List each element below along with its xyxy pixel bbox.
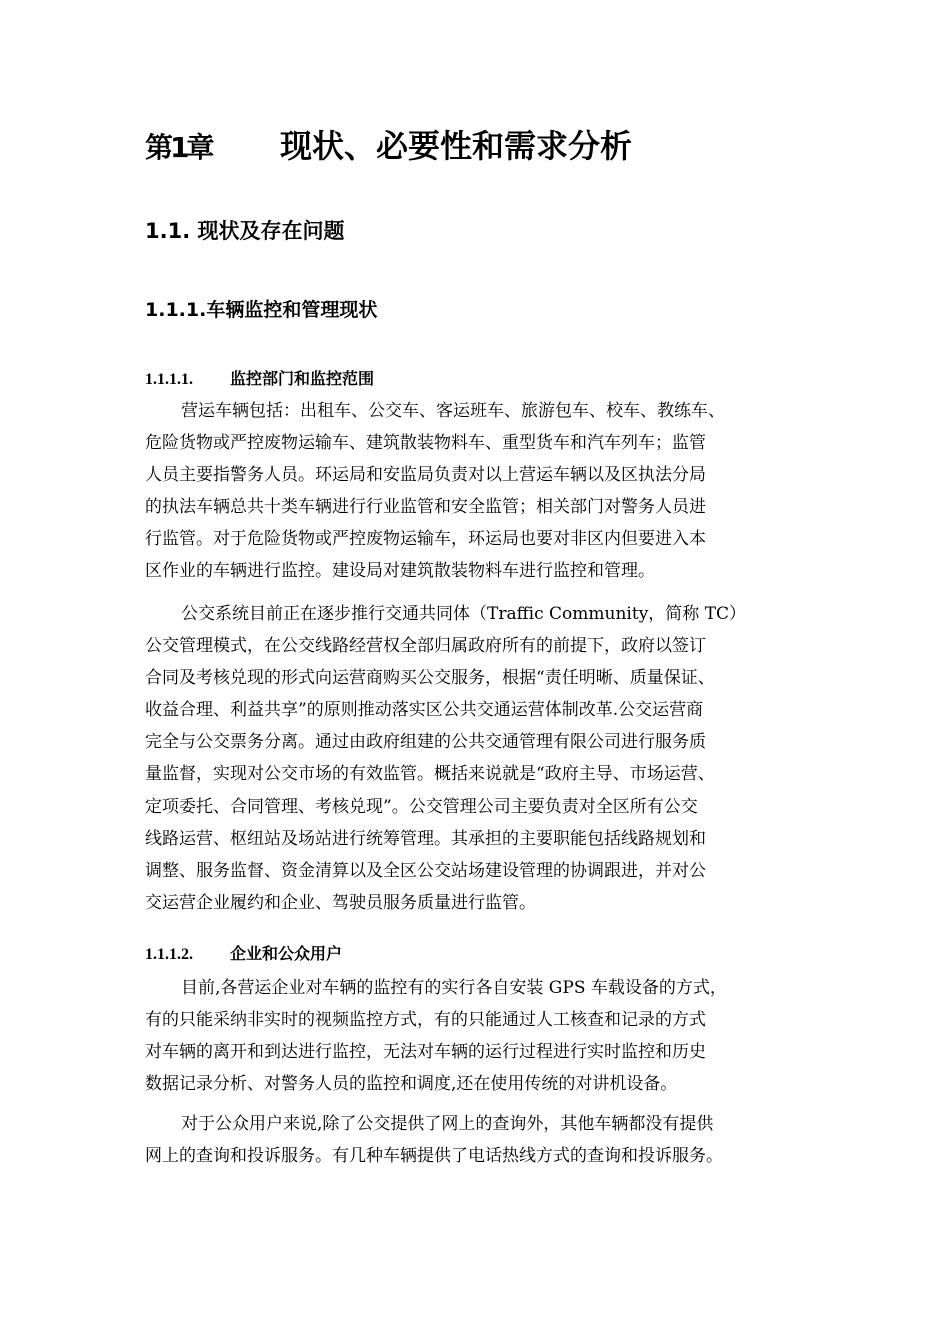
chapter-title-text: 现状、必要性和需求分析 (280, 127, 633, 165)
paragraph-line: 危险货物或严控废物运输车、建筑散装物料车、重型货车和汽车列车；监管 (145, 433, 706, 454)
subsub2-number: 1.1.1.2. (145, 946, 193, 963)
subsub2-heading (145, 940, 342, 969)
paragraph-line: 区作业的车辆进行监控。建设局对建筑散装物料车进行监控和管理。 (145, 561, 655, 582)
subsub1-heading (145, 365, 374, 394)
paragraph-line: 有的只能采纳非实时的视频监控方式，有的只能通过人工核查和记录的方式 (145, 1010, 706, 1031)
paragraph-line: 线路运营、枢纽站及场站进行统筹管理。其承担的主要职能包括线路规划和 (145, 828, 706, 849)
paragraph (145, 972, 805, 1100)
section-title-text: 现状及存在问题 (197, 219, 345, 243)
paragraph-line: 的执法车辆总共十类车辆进行行业监管和安全监管；相关部门对警务人员进 (145, 497, 706, 518)
paragraph-line: 量监督，实现对公交市场的有效监管。概括来说就是“政府主导、市场运营、 (145, 764, 715, 785)
paragraph-line: 网上的查询和投诉服务。有几种车辆提供了电话热线方式的查询和投诉服务。 (145, 1146, 723, 1167)
paragraph-line: 收益合理、利益共享”的原则推动落实区公共交通运营体制改革.公交运营商 (145, 700, 704, 721)
subsection-number: 1.1.1. (145, 299, 207, 321)
paragraph-line: 数据记录分析、对警务人员的监控和调度,还在使用传统的对讲机设备。 (145, 1074, 678, 1095)
chapter-heading (145, 124, 632, 170)
paragraph-line: 公交管理模式，在公交线路经营权全部归属政府所有的前提下，政府以签订 (145, 636, 706, 657)
paragraph (145, 395, 805, 588)
paragraph-line: 人员主要指警务人员。环运局和安监局负责对以上营运车辆以及区执法分局 (145, 465, 706, 486)
paragraph-line: 公交系统目前正在逐步推行交通共同体（Traffic Community，简称 TC） (181, 604, 747, 624)
paragraph-line: 对车辆的离开和到达进行监控，无法对车辆的运行过程进行实时监控和历史 (145, 1042, 706, 1063)
subsub2-title-text: 企业和公众用户 (230, 944, 343, 963)
paragraph-line: 目前,各营运企业对车辆的监控有的实行各自安装 GPS 车载设备的方式， (181, 978, 727, 998)
paragraph (145, 598, 805, 919)
chapter-number: 第1章 (145, 131, 212, 164)
paragraph-line: 行监管。对于危险货物或严控废物运输车，环运局也要对非区内但要进入本 (145, 529, 706, 550)
subsection-title-text: 车辆监控和管理现状 (206, 299, 378, 321)
subsection-heading (145, 294, 377, 326)
section-number: 1.1. (145, 219, 191, 243)
paragraph-line: 合同及考核兑现的形式向运营商购买公交服务，根据“责任明晰、质量保证、 (145, 668, 715, 689)
paragraph-line: 定项委托、合同管理、考核兑现”。公交管理公司主要负责对全区所有公交 (145, 796, 698, 817)
paragraph-line: 完全与公交票务分离。通过由政府组建的公共交通管理有限公司进行服务质 (145, 732, 706, 753)
paragraph-line: 调整、服务监督、资金清算以及全区公交站场建设管理的协调跟进，并对公 (145, 860, 706, 881)
paragraph (145, 1108, 805, 1172)
section-heading (145, 214, 345, 248)
paragraph-line: 对于公众用户来说,除了公交提供了网上的查询外，其他车辆都没有提供 (181, 1114, 714, 1134)
paragraph-line: 交运营企业履约和企业、驾驶员服务质量进行监管。 (145, 892, 536, 913)
subsub1-number: 1.1.1.1. (145, 371, 193, 388)
paragraph-line: 营运车辆包括：出租车、公交车、客运班车、旅游包车、校车、教练车、 (181, 401, 725, 421)
subsub1-title-text: 监控部门和监控范围 (230, 369, 375, 388)
